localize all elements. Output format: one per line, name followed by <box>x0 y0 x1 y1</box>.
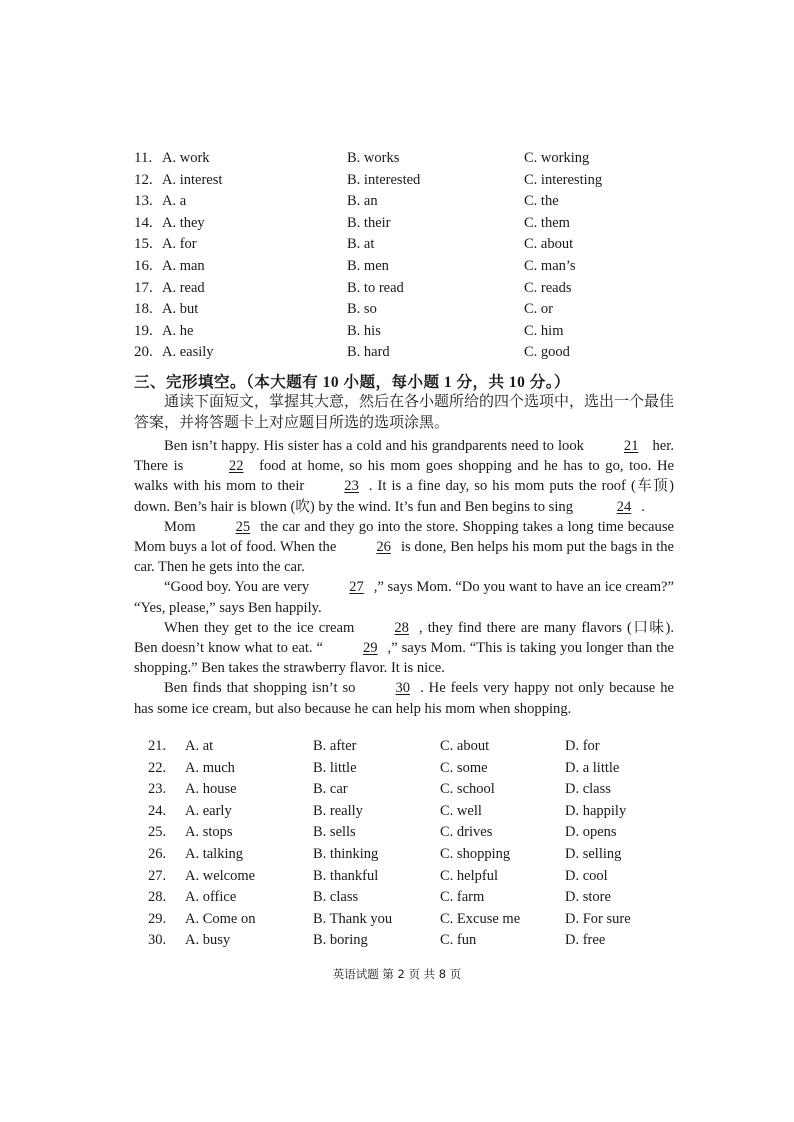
option-row <box>148 887 678 909</box>
blank-28: 28 <box>394 619 409 636</box>
section-title: 三、完形填空。（本大题有 10 小题，每小题 1 分，共 10 分。） <box>134 374 571 391</box>
question-number: 28. <box>148 889 167 906</box>
option-b: B. interested <box>347 171 421 188</box>
option-c: C. helpful <box>440 867 498 884</box>
option-b: B. little <box>313 759 357 776</box>
option-c: C. interesting <box>524 171 603 188</box>
passage-text: “Good boy. You are very <box>164 579 310 596</box>
option-b: B. after <box>313 738 357 754</box>
option-a: A. a <box>162 193 187 210</box>
passage-text: , they find there are many flavors (口味). Ben doesn’t know what to eat. “ <box>134 619 675 657</box>
page-footer: 英语试题 第 2 页 共 8 页 <box>332 967 462 981</box>
option-b: B. thinking <box>313 845 379 862</box>
option-d: D. For sure <box>565 910 631 927</box>
option-a: A. busy <box>185 932 231 949</box>
option-b: B. thankful <box>313 867 379 884</box>
options-21-30 <box>148 736 678 952</box>
question-number: 26. <box>148 845 167 862</box>
option-c: C. farm <box>440 889 485 906</box>
passage-text: When they get to the ice cream <box>164 619 355 636</box>
blank-27: 27 <box>349 579 364 596</box>
option-row <box>148 844 678 866</box>
question-number: 12. <box>134 171 153 188</box>
option-b: B. boring <box>313 932 368 949</box>
option-b: B. Thank you <box>313 910 393 927</box>
option-d: D. selling <box>565 845 622 862</box>
option-c: C. him <box>524 322 564 339</box>
option-a: A. at <box>185 738 214 754</box>
question-number: 30. <box>148 932 167 949</box>
passage-text: is done, Ben helps his mom put the bags in the car. Then he gets into the car. <box>134 539 674 576</box>
option-b: B. so <box>347 301 377 318</box>
option-row <box>134 191 654 213</box>
option-c: C. reads <box>524 279 572 296</box>
option-c: C. working <box>524 150 590 166</box>
passage-paragraph <box>134 436 674 517</box>
option-a: A. they <box>162 214 205 231</box>
option-a: A. read <box>162 279 205 296</box>
option-c: C. drives <box>440 824 493 841</box>
option-c: C. about <box>524 236 574 253</box>
option-b: B. sells <box>313 824 356 841</box>
question-number: 27. <box>148 867 167 884</box>
option-a: A. stops <box>185 824 233 841</box>
option-c: C. some <box>440 759 488 776</box>
option-b: B. an <box>347 193 378 210</box>
option-a: A. early <box>185 802 232 819</box>
option-d: D. free <box>565 932 606 949</box>
option-b: B. works <box>347 150 400 166</box>
option-d: D. happily <box>565 802 627 819</box>
option-a: A. welcome <box>185 867 256 884</box>
option-row <box>148 909 678 931</box>
question-number: 16. <box>134 257 153 274</box>
option-c: C. them <box>524 214 570 231</box>
option-c: C. fun <box>440 932 477 949</box>
option-row <box>134 321 654 343</box>
option-d: D. store <box>565 889 611 906</box>
option-row <box>134 170 654 192</box>
option-a: A. he <box>162 322 194 339</box>
option-row <box>134 278 654 300</box>
blank-23: 23 <box>344 478 359 495</box>
option-a: A. for <box>162 236 197 253</box>
blank-25: 25 <box>235 518 251 535</box>
question-number: 23. <box>148 781 167 798</box>
option-a: A. house <box>185 781 237 798</box>
option-c: C. or <box>524 301 553 318</box>
passage-text: Ben finds that shopping isn’t so <box>164 680 356 697</box>
section-instructions: 通读下面短文，掌握其大意，然后在各小题所给的四个选项中，选出一个最佳答案，并将答题卡上对应题目所选的选项涂黑。 <box>134 394 675 431</box>
option-a: A. man <box>162 257 205 274</box>
passage-text: . He feels very happy not only because he has some ice cream, but also because he can help his mom when shopping. <box>134 680 674 717</box>
blank-29: 29 <box>362 640 378 657</box>
option-b: B. his <box>347 322 381 339</box>
option-d: D. a little <box>565 759 620 776</box>
option-row <box>134 342 654 364</box>
question-number: 17. <box>134 279 153 296</box>
option-d: D. opens <box>565 824 617 841</box>
passage-text: Mom <box>164 518 196 535</box>
option-b: B. really <box>313 802 363 819</box>
option-b: B. to read <box>347 279 404 296</box>
option-row <box>134 148 654 170</box>
blank-22: 22 <box>228 458 244 475</box>
question-number: 11. <box>134 150 153 166</box>
option-row <box>134 299 654 321</box>
option-row <box>148 779 678 801</box>
passage-text: ,” says Mom. “This is taking you longer than the shopping.” Ben takes the strawberry flavor. It is nice. <box>134 640 674 677</box>
blank-21: 21 <box>623 438 639 454</box>
question-number: 14. <box>134 214 153 231</box>
passage-text: Ben isn’t happy. His sister has a cold and his grandparents need to look <box>164 438 584 454</box>
question-number: 15. <box>134 236 153 253</box>
question-number: 13. <box>134 193 153 210</box>
passage-paragraph <box>134 517 674 578</box>
question-number: 24. <box>148 802 167 819</box>
option-b: B. class <box>313 889 359 906</box>
option-row <box>148 736 678 758</box>
option-b: B. men <box>347 257 389 274</box>
option-row <box>134 234 654 256</box>
option-row <box>148 758 678 780</box>
option-row <box>148 930 678 952</box>
passage-text: the car and they go into the store. Shopping takes a long time because Mom buys a lot of food. When the <box>134 518 674 556</box>
option-c: C. good <box>524 344 570 361</box>
option-a: A. Come on <box>185 910 256 927</box>
passage-text: . It is a fine day, so his mom puts the roof (车顶) down. Ben’s hair is blown (吹) by the wind. It’s fun and Ben begins to sing <box>134 478 674 515</box>
option-row <box>148 866 678 888</box>
option-c: C. school <box>440 781 495 798</box>
option-row <box>134 213 654 235</box>
option-c: C. about <box>440 738 490 754</box>
passage-text: food at home, so his mom goes shopping and he has to go, too. He walks with his mom to their <box>134 458 674 495</box>
option-c: C. well <box>440 802 482 819</box>
option-d: D. class <box>565 781 611 798</box>
blank-30: 30 <box>395 680 411 697</box>
option-b: B. at <box>347 236 375 253</box>
option-d: D. for <box>565 738 600 754</box>
option-a: A. office <box>185 889 237 906</box>
option-c: C. shopping <box>440 845 511 862</box>
option-a: A. much <box>185 759 235 776</box>
blank-26: 26 <box>376 539 391 556</box>
option-a: A. but <box>162 301 199 318</box>
option-d: D. cool <box>565 867 608 884</box>
option-c: C. man’s <box>524 257 576 274</box>
option-a: A. interest <box>162 171 223 188</box>
passage-paragraph <box>134 618 674 679</box>
option-row <box>134 256 654 278</box>
passage-paragraph <box>134 577 674 617</box>
question-number: 18. <box>134 301 153 318</box>
blank-24: 24 <box>616 498 632 515</box>
option-row <box>148 801 678 823</box>
options-11-20 <box>134 148 654 364</box>
option-b: B. car <box>313 781 348 798</box>
option-c: C. Excuse me <box>440 910 521 927</box>
option-row <box>148 822 678 844</box>
option-a: A. work <box>162 150 210 166</box>
option-a: A. talking <box>185 845 243 862</box>
option-b: B. their <box>347 214 391 231</box>
passage-text: her. There is <box>134 438 674 475</box>
question-number: 25. <box>148 824 167 841</box>
question-number: 20. <box>134 344 153 361</box>
question-number: 19. <box>134 322 153 339</box>
question-number: 22. <box>148 759 167 776</box>
passage-paragraph <box>134 678 674 718</box>
question-number: 29. <box>148 910 167 927</box>
passage-text: ,” says Mom. “Do you want to have an ice cream?” “Yes, please,” says Ben happily. <box>134 579 675 616</box>
passage-text: . <box>641 498 645 515</box>
option-a: A. easily <box>162 344 214 361</box>
question-number: 21. <box>148 738 167 754</box>
option-b: B. hard <box>347 344 390 361</box>
option-c: C. the <box>524 193 559 210</box>
cloze-passage <box>134 436 674 719</box>
